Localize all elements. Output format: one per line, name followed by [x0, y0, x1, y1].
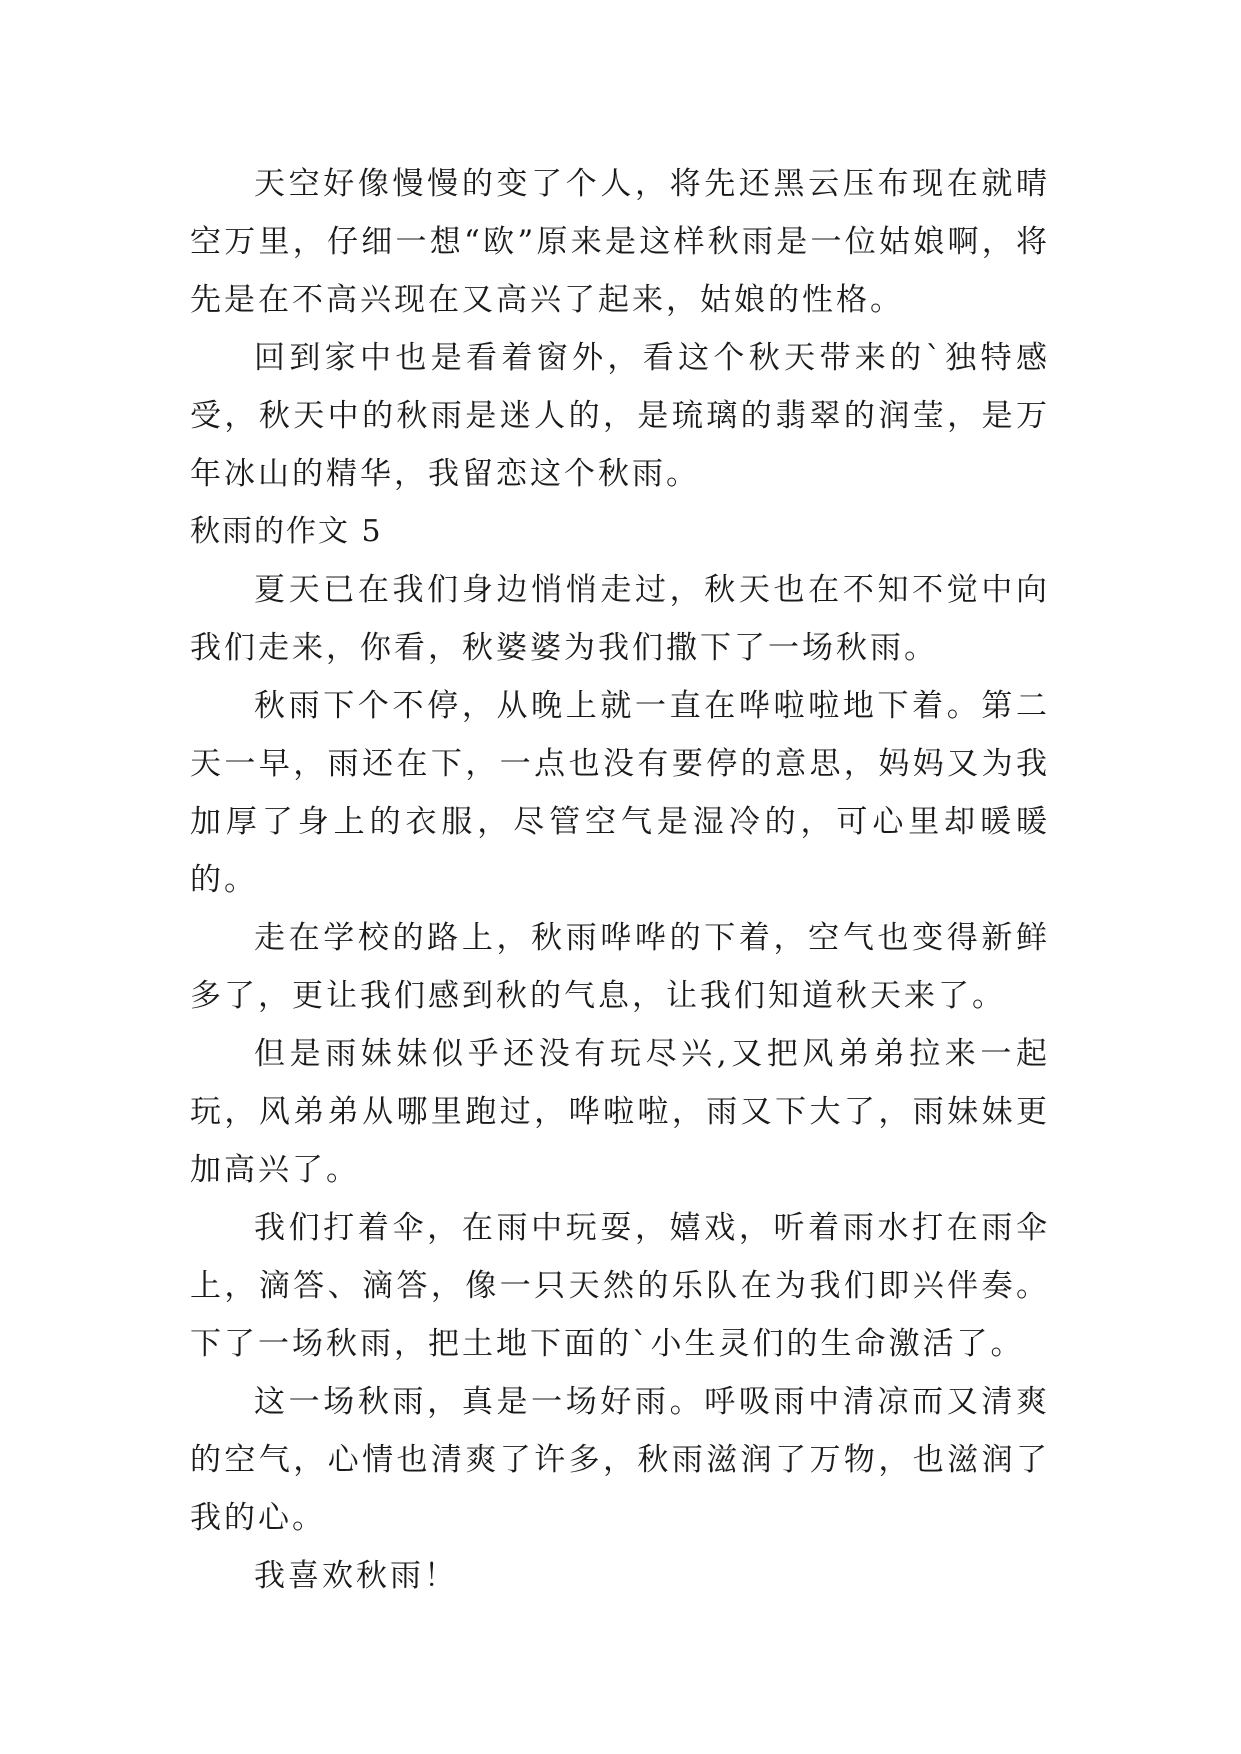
document-body: [190, 155, 1050, 1605]
paragraph: 我们打着伞，在雨中玩耍，嬉戏，听着雨水打在雨伞上，滴答、滴答，像一只天然的乐队在为我们即兴伴奏。下了一场秋雨，把土地下面的`小生灵们的生命激活了。: [190, 1210, 1050, 1362]
section-heading: 秋雨的作文 5: [190, 514, 383, 549]
paragraph: 回到家中也是看着窗外，看这个秋天带来的`独特感受，秋天中的秋雨是迷人的，是琉璃的翡翠的润莹，是万年冰山的精华，我留恋这个秋雨。: [190, 340, 1050, 492]
paragraph: 秋雨下个不停，从晚上就一直在哗啦啦地下着。第二天一早，雨还在下，一点也没有要停的意思，妈妈又为我加厚了身上的衣服，尽管空气是湿冷的，可心里却暖暖的。: [190, 688, 1050, 898]
paragraph: 走在学校的路上，秋雨哗哗的下着，空气也变得新鲜多了，更让我们感到秋的气息，让我们知道秋天来了。: [190, 920, 1050, 1014]
paragraph: 这一场秋雨，真是一场好雨。呼吸雨中清凉而又清爽的空气，心情也清爽了许多，秋雨滋润了万物，也滋润了我的心。: [190, 1384, 1050, 1536]
paragraph: 但是雨妹妹似乎还没有玩尽兴,又把风弟弟拉来一起玩，风弟弟从哪里跑过，哗啦啦，雨又下大了，雨妹妹更加高兴了。: [190, 1036, 1050, 1188]
paragraph: 天空好像慢慢的变了个人，将先还黑云压布现在就晴空万里，仔细一想“欧”原来是这样秋雨是一位姑娘啊，将先是在不高兴现在又高兴了起来，姑娘的性格。: [190, 166, 1050, 318]
paragraph: 我喜欢秋雨！: [254, 1558, 458, 1594]
paragraph: 夏天已在我们身边悄悄走过，秋天也在不知不觉中向我们走来，你看，秋婆婆为我们撒下了一场秋雨。: [190, 572, 1050, 666]
